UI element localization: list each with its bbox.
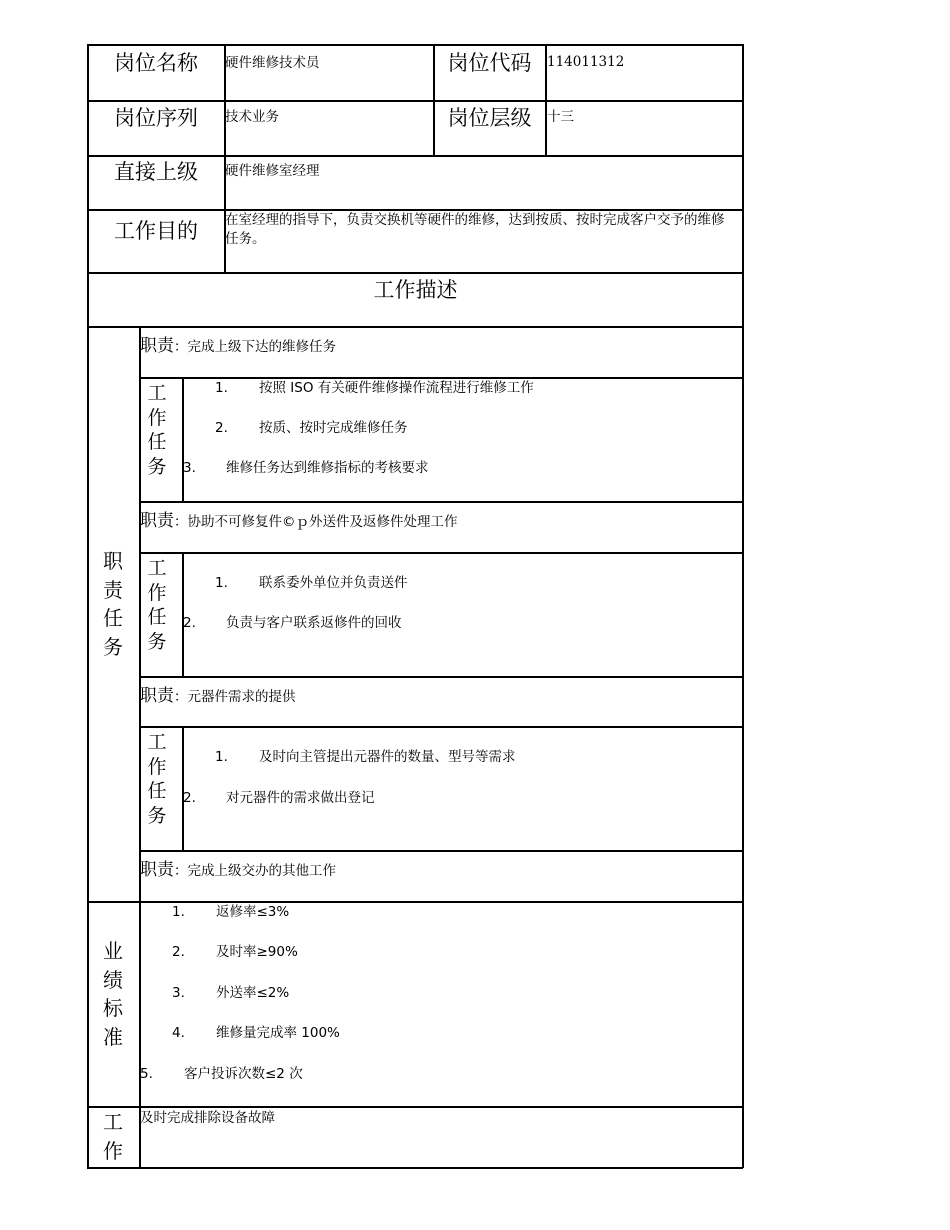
description-title: 工作描述 bbox=[373, 278, 458, 302]
perf-4-text: 维修量完成率 100% bbox=[216, 1025, 340, 1041]
post-level-label: 岗位层级 bbox=[447, 106, 532, 130]
purpose-value: 在室经理的指导下，负责交换机等硬件的维修，达到按质、按时完成客户交予的维修任务。 bbox=[225, 212, 725, 247]
duty-3-text: ：元器件需求的提供 bbox=[174, 689, 296, 705]
post-level-value: 十三 bbox=[547, 109, 574, 125]
supervisor-value: 硬件维修室经理 bbox=[225, 163, 320, 179]
duty-2 bbox=[140, 506, 458, 531]
task-3-1-num: 1. bbox=[215, 749, 228, 765]
post-series-label: 岗位序列 bbox=[114, 106, 198, 130]
duty-prefix: 职责 bbox=[140, 860, 174, 880]
perf-3-text: 外送率≤2% bbox=[216, 985, 290, 1001]
task-label-2: 工 作 任 务 bbox=[147, 557, 167, 653]
task-3-2-num: 2. bbox=[183, 790, 196, 806]
work-label: 工 作 bbox=[103, 1110, 123, 1163]
duty-3 bbox=[140, 681, 296, 706]
task-3-1-text: 及时向主管提出元器件的数量、型号等需求 bbox=[259, 749, 516, 765]
task-label-1: 工 作 任 务 bbox=[147, 382, 167, 478]
perf-2-num: 2. bbox=[172, 944, 185, 960]
duties-section-label: 职 责 任 务 bbox=[103, 549, 123, 659]
task-1-1-num: 1. bbox=[215, 380, 228, 396]
duty-4-text: ：完成上级交办的其他工作 bbox=[174, 863, 336, 879]
perf-2-text: 及时率≥90% bbox=[216, 944, 298, 960]
task-1-2-text: 按质、按时完成维修任务 bbox=[259, 420, 408, 436]
task-1-1-text: 按照 ISO 有关硬件维修操作流程进行维修工作 bbox=[259, 380, 534, 396]
task-1-3-num: 3. bbox=[183, 460, 196, 476]
purpose-label: 工作目的 bbox=[114, 219, 198, 243]
duty-4 bbox=[140, 855, 336, 880]
duty-1-text: ：完成上级下达的维修任务 bbox=[174, 339, 336, 355]
duty-2-text: ：协助不可修复件©ｐ外送件及返修件处理工作 bbox=[174, 514, 458, 530]
post-code-value: 114011312 bbox=[547, 54, 625, 70]
task-1-2-num: 2. bbox=[215, 420, 228, 436]
task-2-2-text: 负责与客户联系返修件的回收 bbox=[226, 615, 402, 631]
post-name-value: 硬件维修技术员 bbox=[225, 55, 320, 71]
task-2-1-num: 1. bbox=[215, 575, 228, 591]
perf-5-num: 5. bbox=[140, 1066, 153, 1082]
task-label-3: 工 作 任 务 bbox=[147, 731, 167, 827]
post-series-value: 技术业务 bbox=[225, 109, 279, 125]
duty-1 bbox=[140, 331, 336, 356]
supervisor-label: 直接上级 bbox=[114, 160, 198, 184]
post-name-label: 岗位名称 bbox=[114, 51, 198, 75]
task-2-2-num: 2. bbox=[183, 615, 196, 631]
post-code-label: 岗位代码 bbox=[447, 51, 532, 75]
task-1-3-text: 维修任务达到维修指标的考核要求 bbox=[226, 460, 429, 476]
duty-prefix: 职责 bbox=[140, 336, 174, 356]
duty-prefix: 职责 bbox=[140, 686, 174, 706]
task-3-2-text: 对元器件的需求做出登记 bbox=[226, 790, 375, 806]
perf-1-text: 返修率≤3% bbox=[216, 904, 290, 920]
perf-1-num: 1. bbox=[172, 904, 185, 920]
perf-3-num: 3. bbox=[172, 985, 185, 1001]
duty-prefix: 职责 bbox=[140, 511, 174, 531]
perf-4-num: 4. bbox=[172, 1025, 185, 1041]
work-text: 及时完成排除设备故障 bbox=[140, 1110, 275, 1126]
task-2-1-text: 联系委外单位并负责送件 bbox=[259, 575, 408, 591]
perf-5-text: 客户投诉次数≤2 次 bbox=[184, 1066, 303, 1082]
performance-label: 业 绩 标 准 bbox=[103, 939, 123, 1049]
